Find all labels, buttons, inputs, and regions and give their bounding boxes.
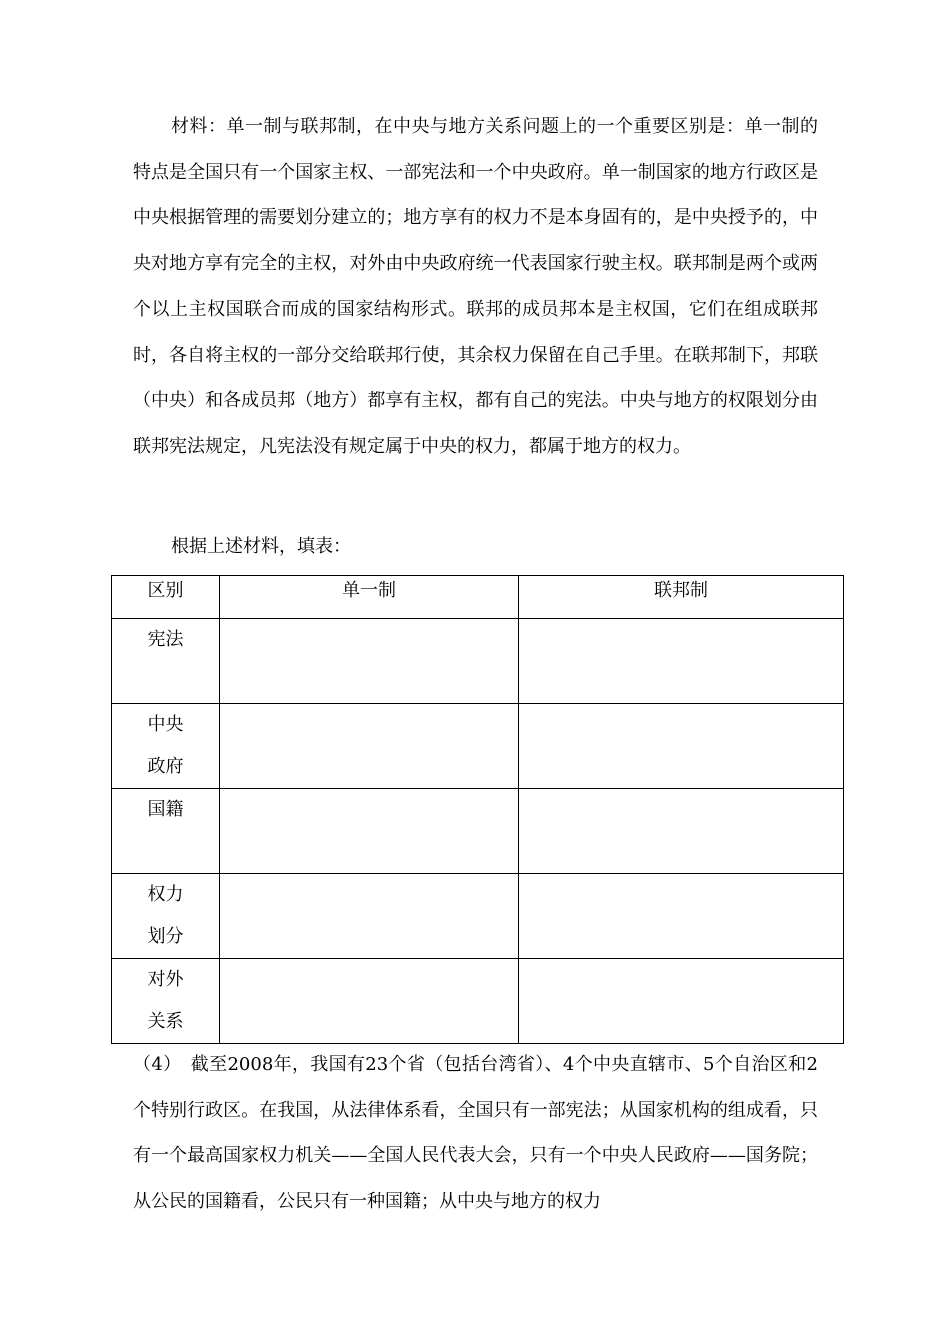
header-federal: 联邦制: [519, 576, 844, 619]
row-label: 宪法: [112, 619, 220, 704]
answer-cell-unitary[interactable]: [220, 959, 519, 1044]
answer-cell-unitary[interactable]: [220, 874, 519, 959]
comparison-table: [111, 575, 844, 1044]
row-label: 对外 关系: [112, 959, 220, 1044]
table-row: [112, 789, 844, 874]
answer-cell-federal[interactable]: [519, 704, 844, 789]
row-label: 中央 政府: [112, 704, 220, 789]
answer-cell-federal[interactable]: [519, 619, 844, 704]
table-instruction: 根据上述材料，填表：: [171, 536, 351, 557]
answer-cell-federal[interactable]: [519, 959, 844, 1044]
header-difference: 区别: [112, 576, 220, 619]
answer-cell-unitary[interactable]: [220, 789, 519, 874]
header-unitary: 单一制: [220, 576, 519, 619]
table-row: [112, 959, 844, 1044]
material-paragraph: 材料：单一制与联邦制，在中央与地方关系问题上的一个重要区别是：单一制的特点是全国只有一个国家主权、一部宪法和一个中央政府。单一制国家的地方行政区是中央根据管理的需要划分建立的；地方享有的权力不是本身固有的，是中央授予的，中央对地方享有完全的主权，对外由中央政府统一代表国家行驶主权。联邦制是两个或两个以上主权国联合而成的国家结构形式。联邦的成员邦本是主权国，它们在组成联邦时，各自将主权的一部分交给联邦行使，其余权力保留在自己手里。在联邦制下，邦联（中央）和各成员邦（地方）都享有主权，都有自己的宪法。中央与地方的权限划分由联邦宪法规定，凡宪法没有规定属于中央的权力，都属于地方的权力。: [133, 116, 818, 457]
answer-cell-unitary[interactable]: [220, 619, 519, 704]
table-row: [112, 704, 844, 789]
row-label: 国籍: [112, 789, 220, 874]
table-row: [112, 874, 844, 959]
table-header-row: [112, 576, 844, 619]
table-row: [112, 619, 844, 704]
answer-cell-unitary[interactable]: [220, 704, 519, 789]
answer-cell-federal[interactable]: [519, 789, 844, 874]
answer-cell-federal[interactable]: [519, 874, 844, 959]
row-label: 权力 划分: [112, 874, 220, 959]
section-4-paragraph: （4） 截至2008年，我国有23个省（包括台湾省）、4个中央直辖市、5个自治区和2个特别行政区。在我国，从法律体系看，全国只有一部宪法；从国家机构的组成看，只有一个最高国家权力机关——全国人民代表大会，只有一个中央人民政府——国务院；从公民的国籍看，公民只有一种国籍；从中央与地方的权力: [133, 1054, 818, 1213]
